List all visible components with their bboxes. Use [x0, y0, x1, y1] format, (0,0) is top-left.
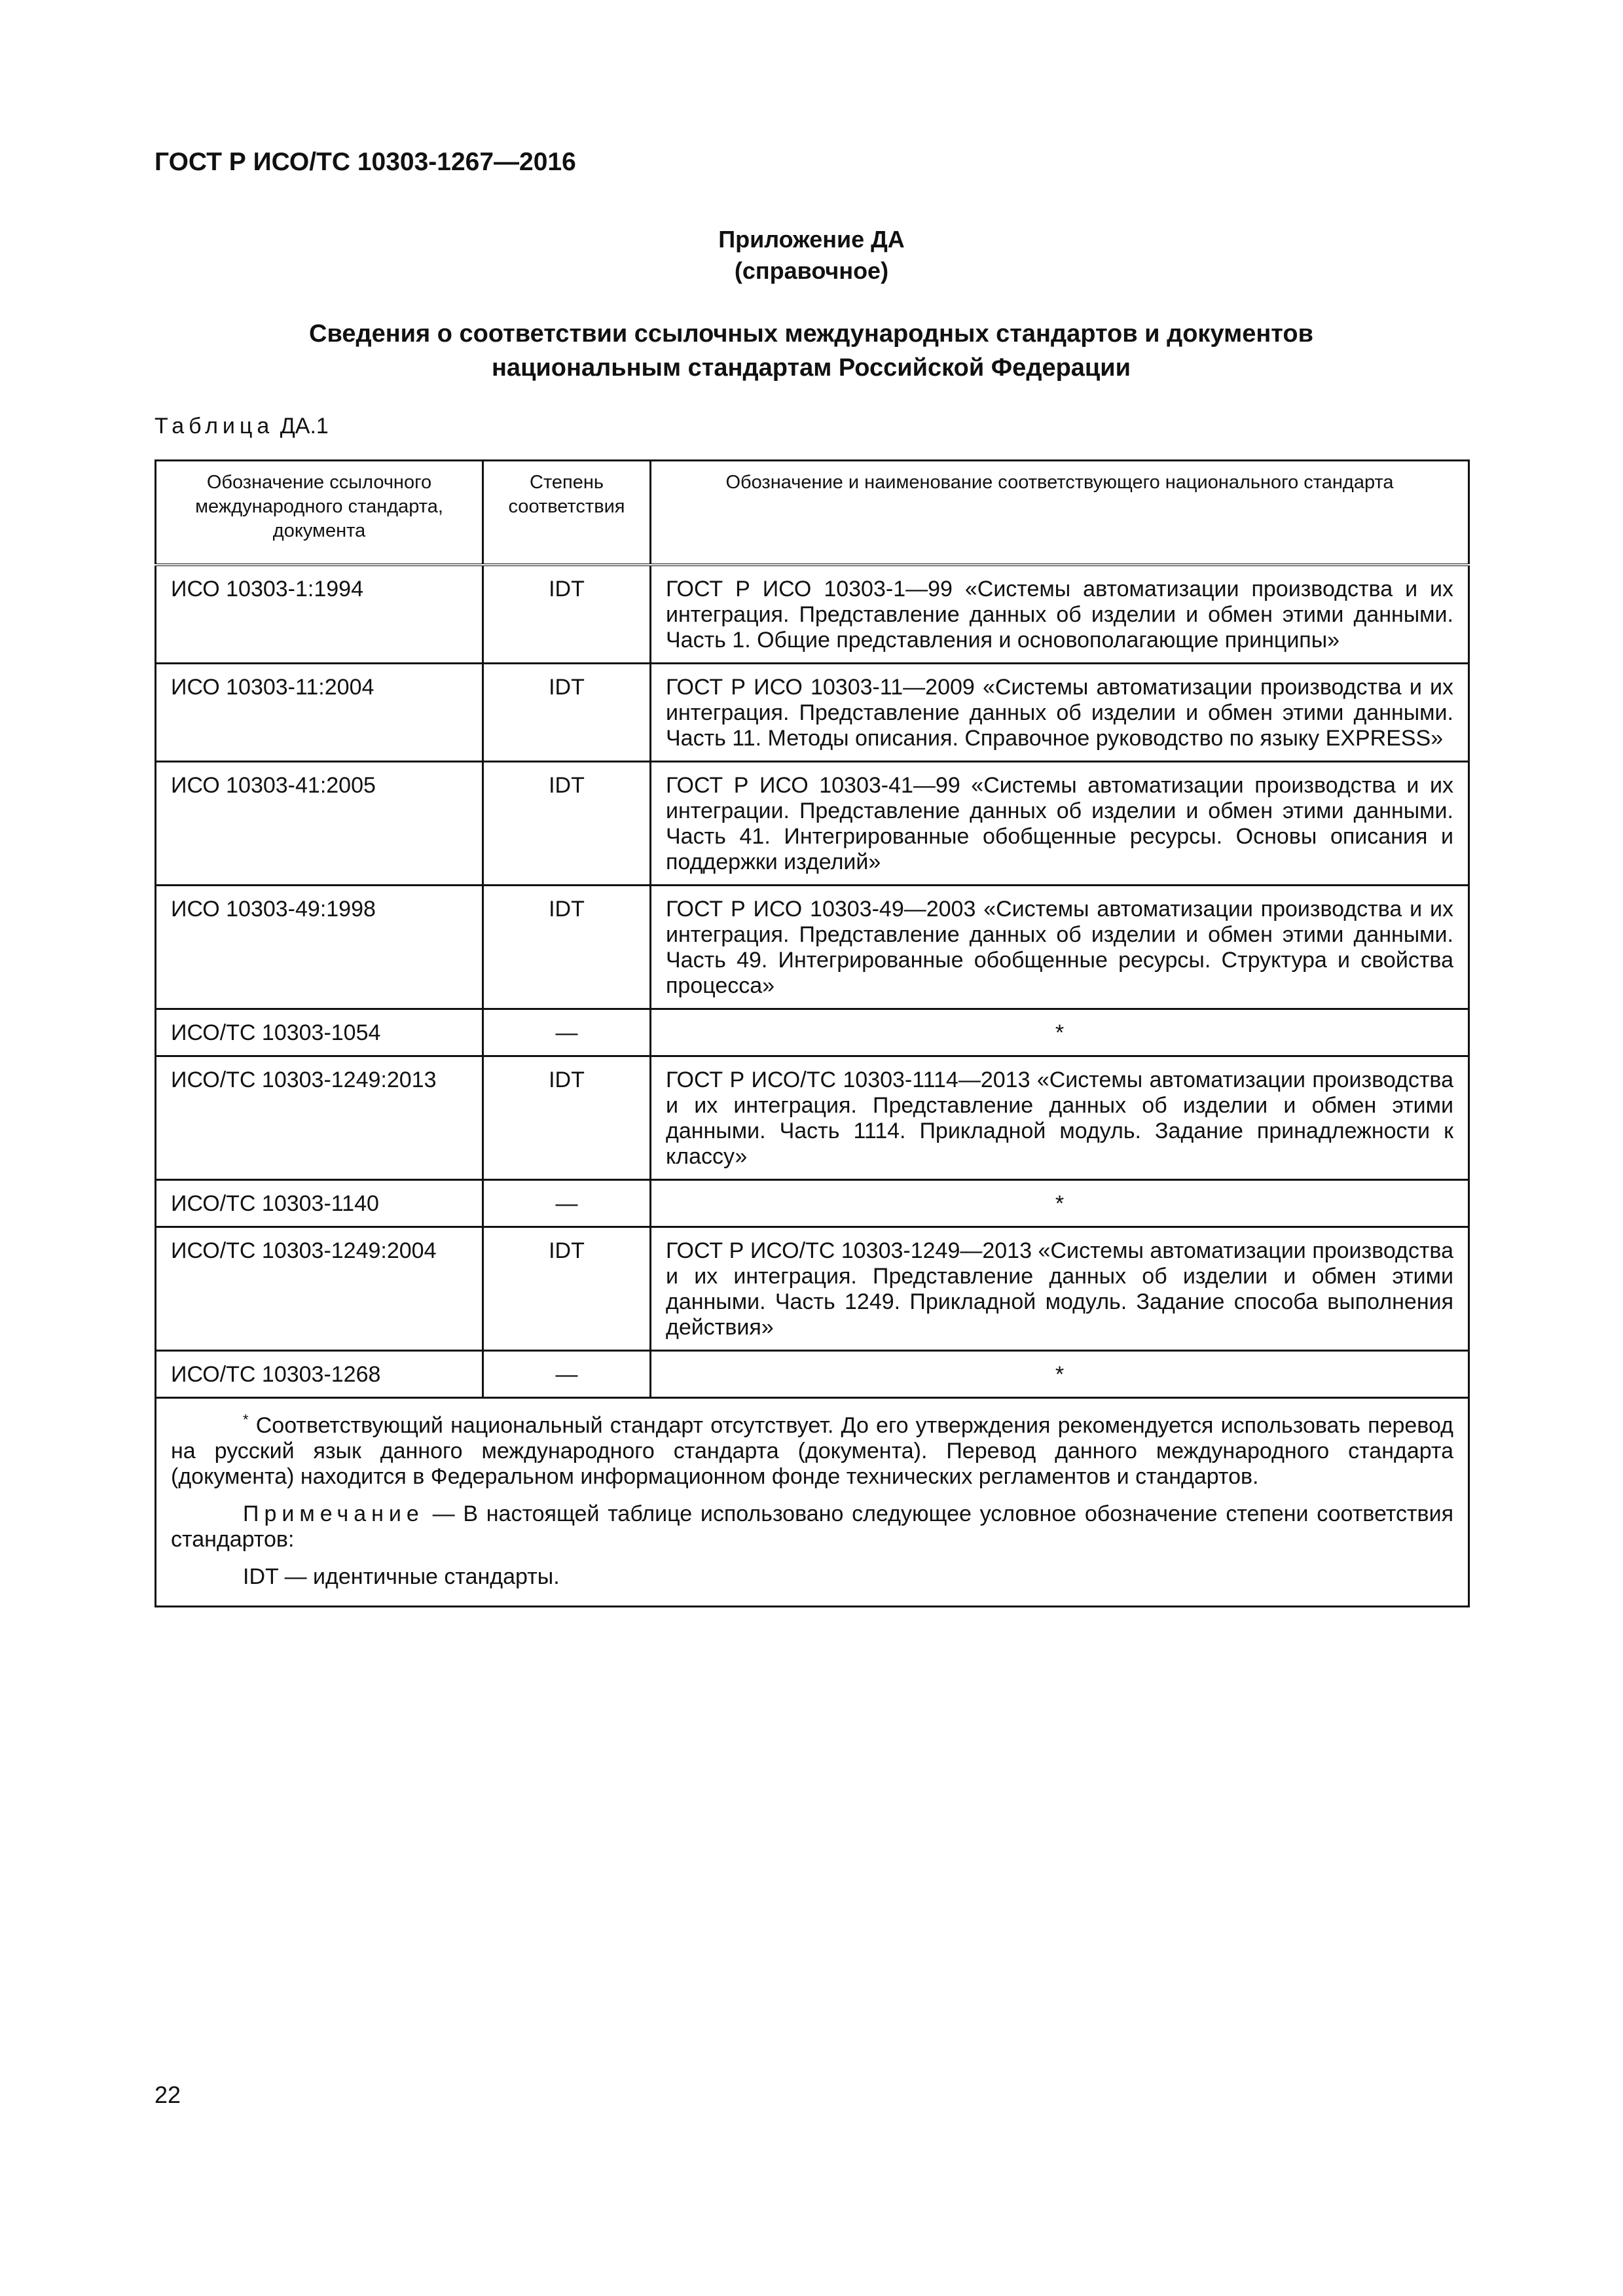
section-title: [155, 317, 1468, 385]
cell-degree: IDT: [483, 886, 651, 1009]
annex-subtitle: (справочное): [734, 257, 889, 284]
table-row: [156, 1056, 1469, 1180]
cell-reference-code: ИСО/ТС 10303-1140: [156, 1180, 483, 1227]
cell-reference-code: ИСО 10303-11:2004: [156, 664, 483, 762]
table-row: [156, 1227, 1469, 1351]
cell-reference-code: ИСО/ТС 10303-1249:2004: [156, 1227, 483, 1351]
legend-paragraph: IDT — идентичные стандарты.: [243, 1564, 560, 1589]
table-footnote-cell: [156, 1398, 1469, 1607]
cell-national-standard: ГОСТ Р ИСО 10303-11—2009 «Системы автоматизации производства и их интеграция. Представление данных об изделии и обмен этими данными. Часть 11. Методы описания. Справочное руководство по языку EXPRESS»: [651, 664, 1469, 762]
note-label: Примечание: [243, 1501, 424, 1526]
cell-national-standard: *: [651, 1180, 1469, 1227]
table-caption: [155, 414, 329, 439]
table-caption-label: Таблица: [155, 414, 274, 439]
cell-national-standard: ГОСТ Р ИСО/ТС 10303-1114—2013 «Системы автоматизации производства и их интеграция. Представление данных об изделии и обмен этими данными. Часть 1114. Прикладной модуль. Задание принадлежности к классу»: [651, 1056, 1469, 1180]
section-title-line-1: Сведения о соответствии ссылочных международных стандартов и документов: [309, 320, 1313, 348]
cell-reference-code: ИСО/ТС 10303-1249:2013: [156, 1056, 483, 1180]
cell-reference-code: ИСО 10303-49:1998: [156, 886, 483, 1009]
header-conformity-degree: Степень соответствия: [483, 461, 651, 565]
cell-degree: IDT: [483, 565, 651, 664]
annex-title: Приложение ДА: [718, 226, 905, 253]
cell-degree: —: [483, 1009, 651, 1056]
note-paragraph: [171, 1501, 1453, 1552]
table-row: [156, 762, 1469, 886]
cell-degree: IDT: [483, 1227, 651, 1351]
table-row: [156, 664, 1469, 762]
header-reference-standard: Обозначение ссылочного международного стандарта, документа: [156, 461, 483, 565]
table-row: [156, 1180, 1469, 1227]
page-number: 22: [155, 2081, 181, 2108]
cell-national-standard: ГОСТ Р ИСО 10303-41—99 «Системы автоматизации производства и их интеграции. Представление данных об изделии и обмен этими данными. Часть 41. Интегрированные обобщенные ресурсы. Основы описания и поддержки изделий»: [651, 762, 1469, 886]
cell-national-standard: ГОСТ Р ИСО 10303-49—2003 «Системы автоматизации производства и их интеграция. Представление данных об изделии и обмен этими данными. Часть 49. Интегрированные обобщенные ресурсы. Структура и свойства процесса»: [651, 886, 1469, 1009]
cell-degree: IDT: [483, 1056, 651, 1180]
cell-reference-code: ИСО 10303-41:2005: [156, 762, 483, 886]
footnote-mark: *: [243, 1411, 249, 1428]
cell-national-standard: ГОСТ Р ИСО/ТС 10303-1249—2013 «Системы автоматизации производства и их интеграция. Представление данных об изделии и обмен этими данными. Часть 1249. Прикладной модуль. Задание способа выполнения действия»: [651, 1227, 1469, 1351]
table-row: [156, 1351, 1469, 1398]
footnote-paragraph: [171, 1413, 1453, 1490]
cell-degree: —: [483, 1351, 651, 1398]
table-row: [156, 886, 1469, 1009]
cell-national-standard: *: [651, 1351, 1469, 1398]
footnote-text: Соответствующий национальный стандарт отсутствует. До его утверждения рекомендуется использовать перевод на русский язык данного международного стандарта (документа). Перевод данного международного стандарта (документа) находится в Федеральном информационном фонде технических регламентов и стандартов.: [171, 1413, 1453, 1489]
table-row: [156, 565, 1469, 664]
cell-degree: IDT: [483, 762, 651, 886]
table-caption-number: ДА.1: [280, 414, 329, 439]
cell-national-standard: ГОСТ Р ИСО 10303-1—99 «Системы автоматизации производства и их интеграция. Представление данных об изделии и обмен этими данными. Часть 1. Общие представления и основополагающие принципы»: [651, 565, 1469, 664]
header-national-standard: Обозначение и наименование соответствующего национального стандарта: [651, 461, 1469, 565]
table-footer-row: [156, 1398, 1469, 1607]
document-code-header: ГОСТ Р ИСО/ТС 10303-1267—2016: [155, 148, 576, 176]
cell-national-standard: *: [651, 1009, 1469, 1056]
annex-heading: [0, 224, 1623, 287]
section-title-line-2: национальным стандартам Российской Федерации: [491, 354, 1131, 382]
correspondence-table: [155, 459, 1470, 1607]
table-header-row: [156, 461, 1469, 565]
cell-reference-code: ИСО 10303-1:1994: [156, 565, 483, 664]
cell-reference-code: ИСО/ТС 10303-1268: [156, 1351, 483, 1398]
cell-degree: IDT: [483, 664, 651, 762]
cell-reference-code: ИСО/ТС 10303-1054: [156, 1009, 483, 1056]
note-text: — В настоящей таблице использовано следующее условное обозначение степени соответствия стандартов:: [171, 1501, 1453, 1552]
table-row: [156, 1009, 1469, 1056]
cell-degree: —: [483, 1180, 651, 1227]
